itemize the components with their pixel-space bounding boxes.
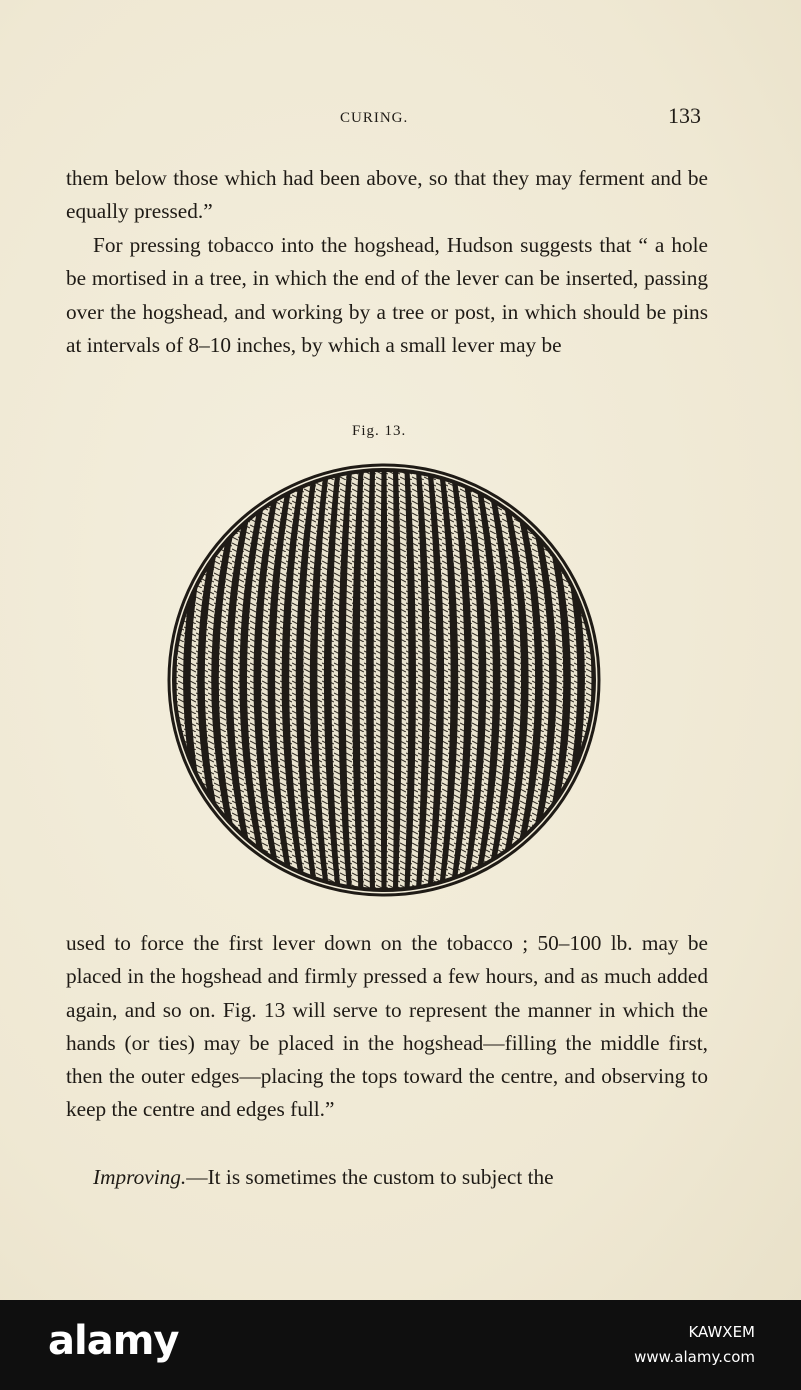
paragraph-force: used to force the first lever down on the tobacco ; 50–100 lb. may be placed in the hogshead and firmly pressed a few hours, and as much added again, and so on. Fig. 13 will serve to represent the manner in which the hands (or ties) may be placed in the hogshead—filling the middle first, then the outer edges—placing the tops toward the centre, and observing to keep the centre and edges full.” [66, 931, 708, 1122]
paragraph-pressing: For pressing tobacco into the hogshead, Hudson suggests that “ a hole be mortised in a tree, in which the end of the lever can be inserted, passing over the hogshead, and working by a tree or post, in which should be pins at intervals of 8–10 inches, by which a small lever may be [66, 233, 708, 357]
watermark-image-id: KAWXEM [688, 1323, 755, 1341]
paragraph-improving [66, 1161, 708, 1194]
running-head: CURING. [340, 110, 409, 126]
tobacco-hand-strand [390, 470, 391, 890]
improving-text: —It is sometimes the custom to subject the [186, 1165, 554, 1189]
hogshead-figure [166, 462, 602, 898]
watermark-url: www.alamy.com [634, 1348, 755, 1366]
page-number: 133 [668, 103, 701, 128]
watermark-logo: alamy [48, 1318, 179, 1364]
paragraph-continuation: them below those which had been above, so that they may ferment and be equally pressed.” [66, 166, 708, 224]
improving-heading: Improving. [93, 1165, 187, 1189]
tobacco-hand-strand [377, 470, 378, 890]
figure-caption: Fig. 13. [352, 423, 407, 439]
